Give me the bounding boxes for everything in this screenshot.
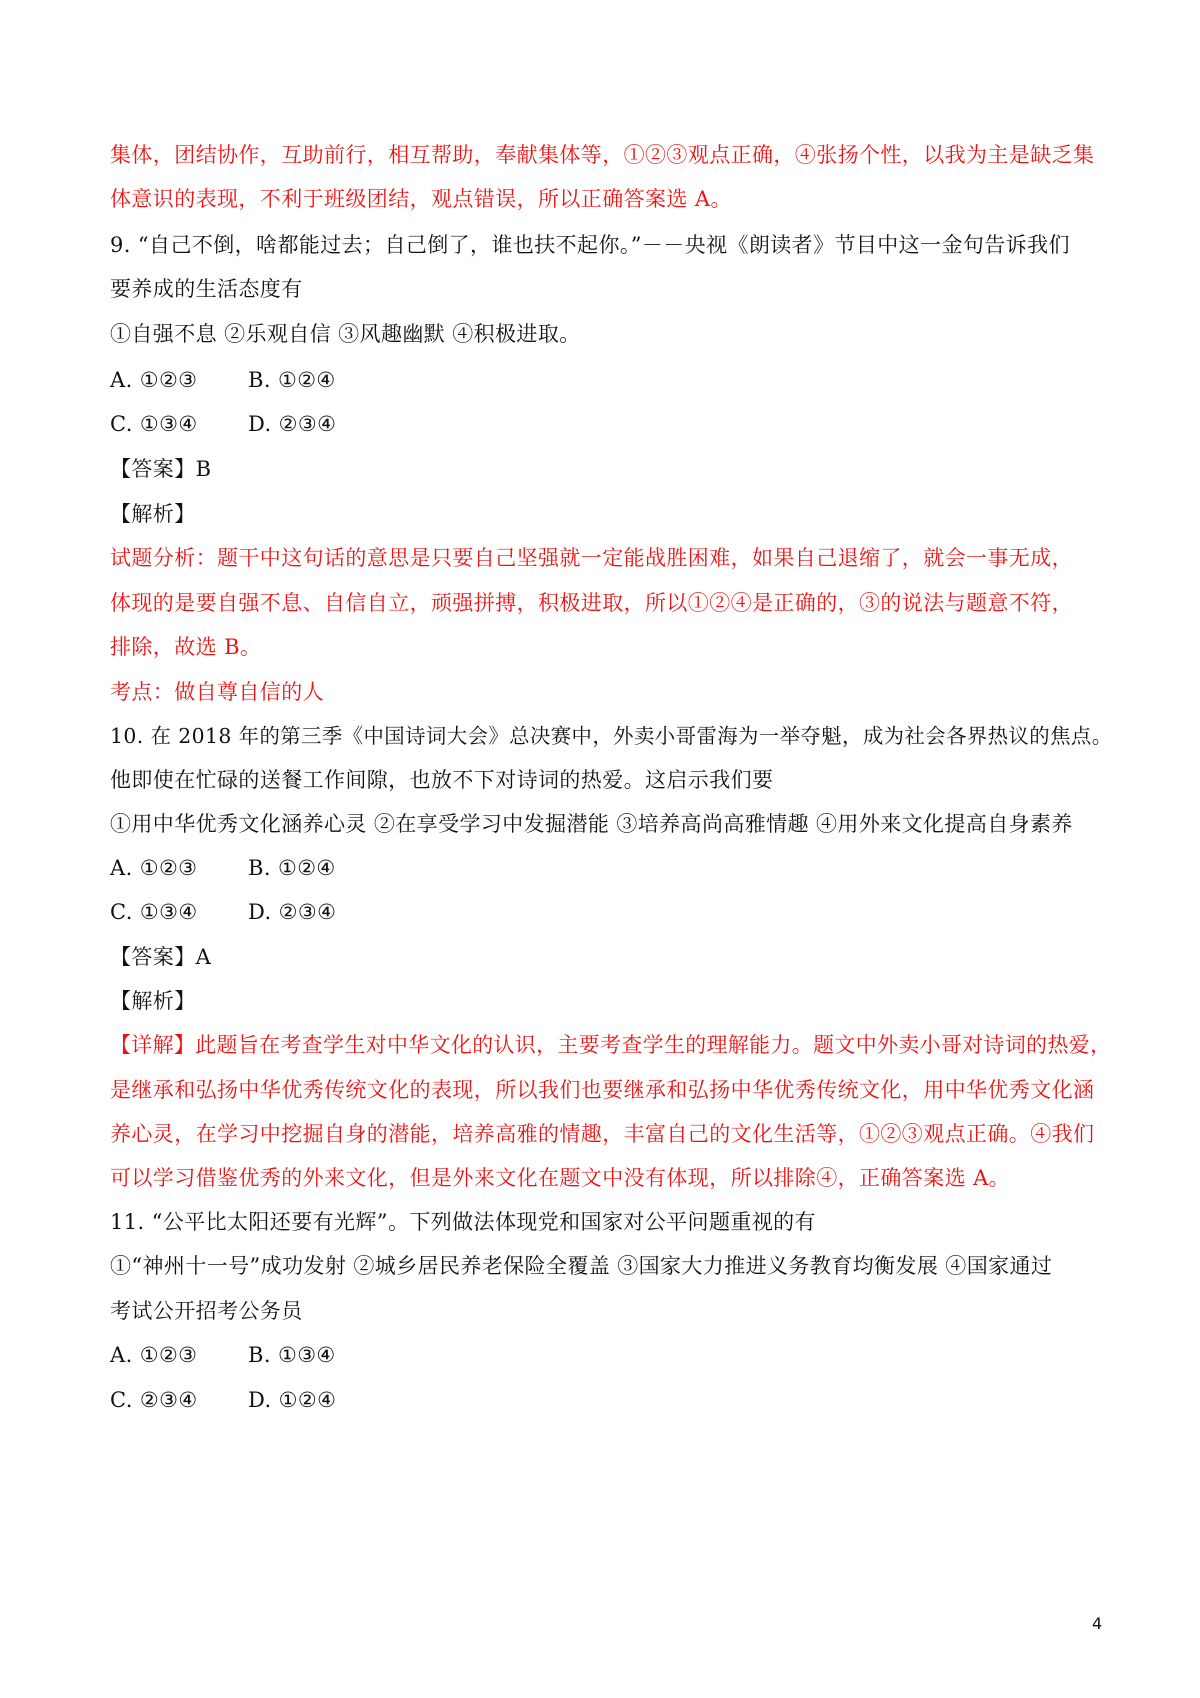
question-10-items: ①用中华优秀文化涵养心灵 ②在享受学习中发掘潜能 ③培养高尚高雅情趣 ④用外来文化提高自身素养 — [110, 812, 1073, 836]
question-10-stem: 他即使在忙碌的送餐工作间隙，也放不下对诗词的热爱。这启示我们要 — [110, 768, 774, 792]
question-11-options-row — [110, 1339, 336, 1371]
option-a: A. ①②③ — [110, 368, 198, 392]
question-9-analysis-heading: 【解析】 — [110, 502, 196, 526]
question-9-stem: 要养成的生活态度有 — [110, 277, 303, 301]
question-11-items: ①“神州十一号”成功发射 ②城乡居民养老保险全覆盖 ③国家大力推进义务教育均衡发展 ④国家通过 — [110, 1254, 1053, 1278]
question-10-options-row — [110, 852, 336, 884]
option-c: C. ①③④ — [110, 412, 198, 436]
question-10-explanation: 养心灵，在学习中挖掘自身的潜能，培养高雅的情趣，丰富自己的文化生活等，①②③观点正确。④我们 — [110, 1122, 1095, 1146]
question-11-options-row — [110, 1384, 337, 1416]
question-11-items: 考试公开招考公务员 — [110, 1299, 303, 1323]
question-10-stem: 10. 在 2018 年的第三季《中国诗词大会》总决赛中，外卖小哥雷海为一举夺魁，成为社会各界热议的焦点。 — [110, 724, 1113, 748]
option-b: B. ①②④ — [248, 856, 336, 880]
question-9-knowledge-point: 考点：做自尊自信的人 — [110, 680, 324, 704]
option-d: D. ②③④ — [248, 900, 337, 924]
option-d: D. ①②④ — [248, 1388, 337, 1412]
option-a: A. ①②③ — [110, 856, 198, 880]
question-10-explanation: 是继承和弘扬中华优秀传统文化的表现，所以我们也要继承和弘扬中华优秀传统文化，用中华优秀文化涵 — [110, 1078, 1095, 1102]
question-9-answer: 【答案】B — [110, 457, 212, 481]
question-10-answer: 【答案】A — [110, 945, 212, 969]
question-9-explanation: 体现的是要自强不息、自信自立，顽强拼搏，积极进取，所以①②④是正确的，③的说法与题意不符， — [110, 591, 1073, 615]
page-number: 4 — [1092, 1614, 1103, 1633]
option-a: A. ①②③ — [110, 1343, 198, 1367]
option-b: B. ①②④ — [248, 368, 336, 392]
question-10-options-row — [110, 896, 337, 928]
question-9-explanation: 排除，故选 B。 — [110, 635, 262, 659]
question-9-items: ①自强不息 ②乐观自信 ③风趣幽默 ④积极进取。 — [110, 322, 581, 346]
prev-explanation-line: 集体，团结协作，互助前行，相互帮助，奉献集体等，①②③观点正确，④张扬个性，以我为主是缺乏集 — [110, 143, 1095, 167]
question-10-explanation: 可以学习借鉴优秀的外来文化，但是外来文化在题文中没有体现，所以排除④，正确答案选 A。 — [110, 1166, 1011, 1190]
option-b: B. ①③④ — [248, 1343, 336, 1367]
option-c: C. ②③④ — [110, 1388, 198, 1412]
question-9-explanation: 试题分析：题干中这句话的意思是只要自己坚强就一定能战胜困难，如果自己退缩了，就会一事无成， — [110, 546, 1073, 570]
option-d: D. ②③④ — [248, 412, 337, 436]
question-9-options-row — [110, 408, 337, 440]
option-c: C. ①③④ — [110, 900, 198, 924]
question-9-options-row — [110, 364, 336, 396]
question-11-stem: 11. “公平比太阳还要有光辉”。下列做法体现党和国家对公平问题重视的有 — [110, 1210, 816, 1234]
prev-explanation-line: 体意识的表现，不利于班级团结，观点错误，所以正确答案选 A。 — [110, 187, 732, 211]
question-10-explanation: 【详解】此题旨在考查学生对中华文化的认识，主要考查学生的理解能力。题文中外卖小哥对诗词的热爱， — [110, 1033, 1112, 1057]
question-10-analysis-heading: 【解析】 — [110, 989, 196, 1013]
question-9-stem: 9. “自己不倒，啥都能过去；自己倒了，谁也扶不起你。”－－央视《朗读者》节目中这一金句告诉我们 — [110, 233, 1070, 257]
